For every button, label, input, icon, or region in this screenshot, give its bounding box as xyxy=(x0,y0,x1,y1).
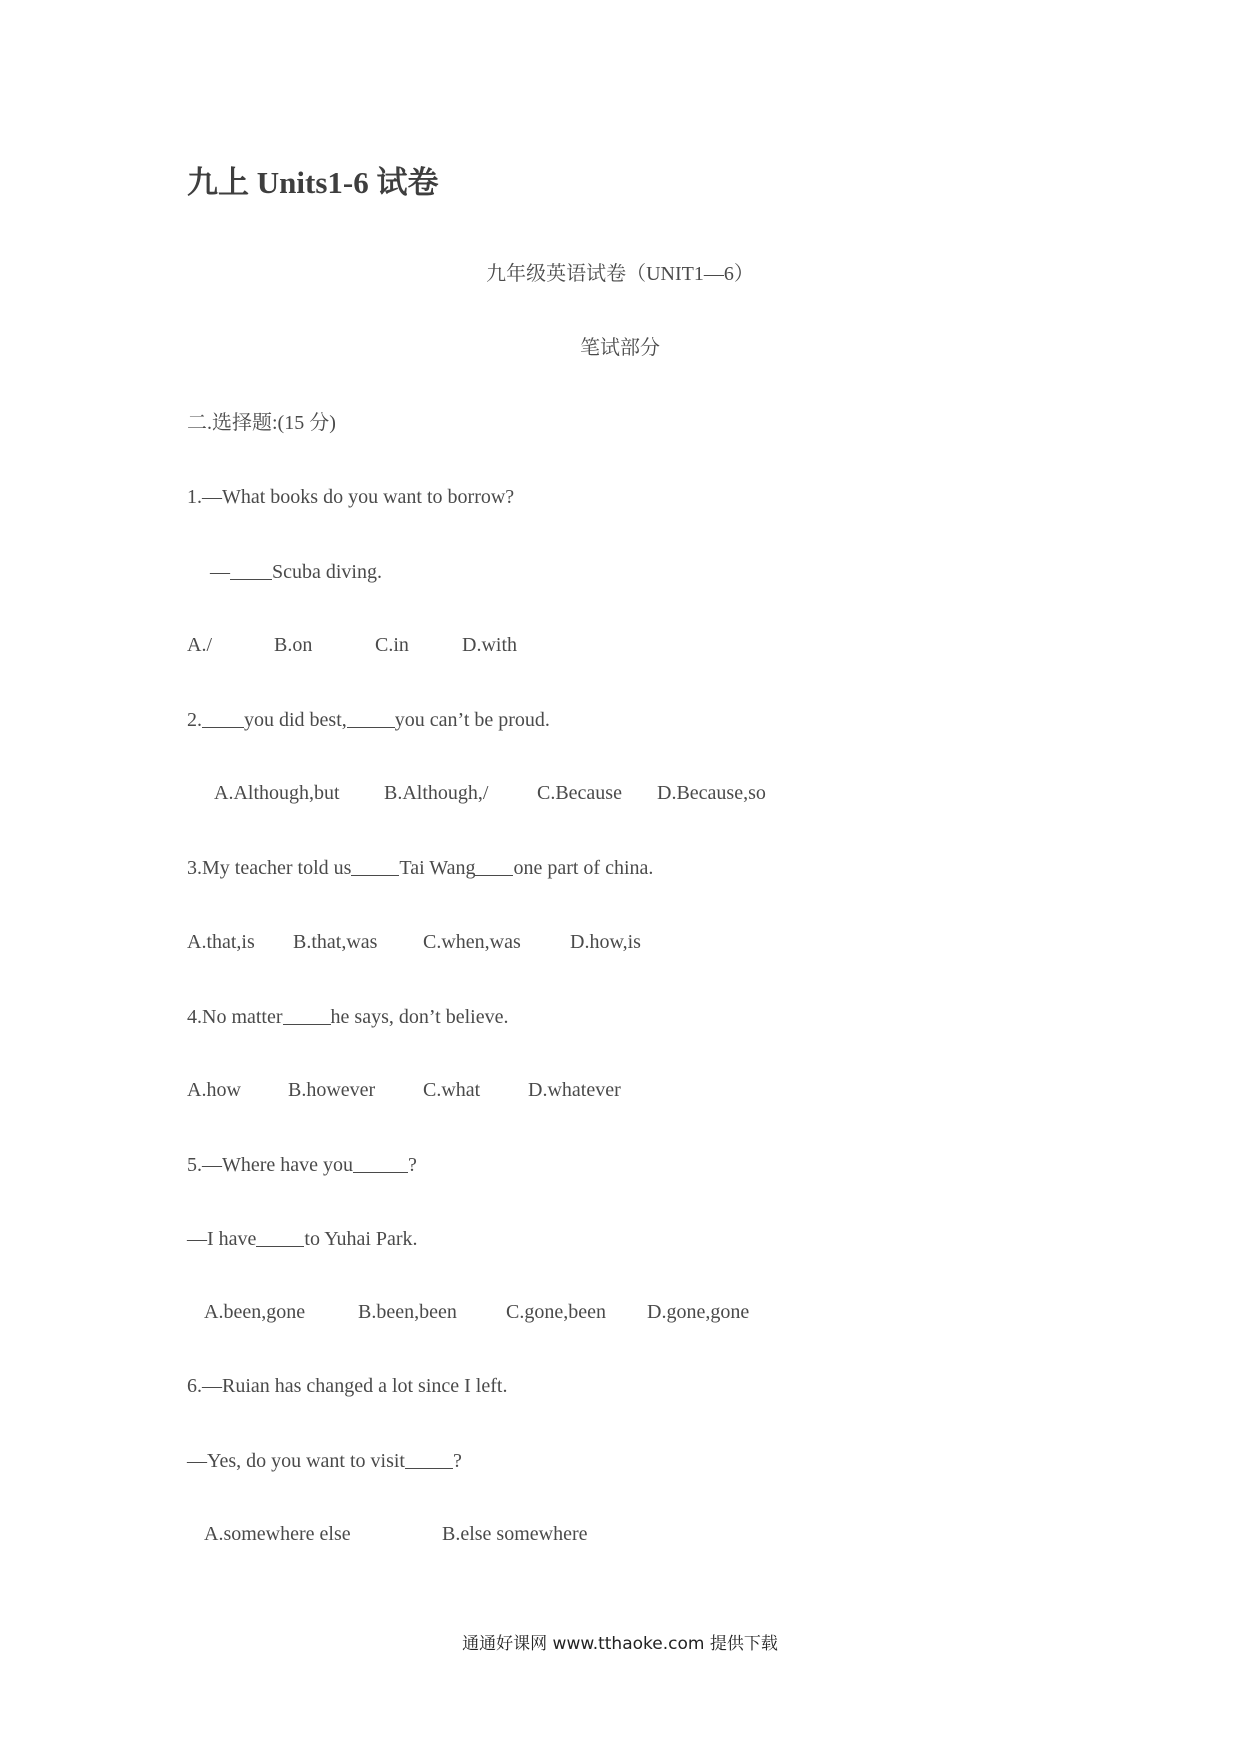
answer-blank xyxy=(230,561,272,580)
question-4-prompt xyxy=(187,1004,508,1029)
question-3-prompt xyxy=(187,855,653,880)
exam-title: 九上 Units1-6 试卷 xyxy=(187,165,439,200)
answer-blank xyxy=(283,1006,331,1025)
answer-text: —Yes, do you want to visit xyxy=(187,1450,405,1472)
question-1-prompt: 1.—What books do you want to borrow? xyxy=(187,486,515,508)
prompt-text: 3.My teacher told us xyxy=(187,857,352,879)
option-b: B.been,been xyxy=(358,1301,457,1323)
prompt-text: ? xyxy=(408,1154,417,1176)
option-a: A.Although,but xyxy=(214,782,340,804)
option-b: B.that,was xyxy=(293,931,378,953)
prompt-text: you can’t be proud. xyxy=(394,709,550,731)
answer-blank xyxy=(202,709,244,728)
option-a: A.been,gone xyxy=(204,1301,306,1323)
prompt-text: one part of china. xyxy=(513,857,654,879)
answer-blank xyxy=(256,1228,304,1247)
option-a: A.somewhere else xyxy=(204,1523,351,1545)
answer-text: —I have xyxy=(187,1228,257,1250)
question-5-prompt xyxy=(187,1152,417,1177)
option-d: D.with xyxy=(462,634,517,656)
option-d: D.gone,gone xyxy=(647,1301,750,1323)
prompt-text: 5.—Where have you xyxy=(187,1154,354,1176)
option-a: A.how xyxy=(187,1079,241,1101)
answer-blank xyxy=(347,709,395,728)
question-2-prompt xyxy=(187,707,550,732)
section-heading: 二.选择题:(15 分) xyxy=(187,412,336,434)
option-d: D.Because,so xyxy=(657,782,766,804)
option-b: B.on xyxy=(274,634,313,656)
option-c: C.when,was xyxy=(423,931,521,953)
question-6-prompt: 6.—Ruian has changed a lot since I left. xyxy=(187,1375,508,1397)
answer-blank xyxy=(351,857,399,876)
prompt-text: he says, don’t believe. xyxy=(330,1006,509,1028)
option-a: A./ xyxy=(187,634,212,656)
option-a: A.that,is xyxy=(187,931,255,953)
option-d: D.whatever xyxy=(528,1079,621,1101)
answer-text: ? xyxy=(453,1450,462,1472)
option-b: B.else somewhere xyxy=(442,1523,588,1545)
prompt-text: 4.No matter xyxy=(187,1006,283,1028)
question-number: 2. xyxy=(187,709,202,731)
answer-text: Scuba diving. xyxy=(272,561,382,583)
part-heading: 笔试部分 xyxy=(580,337,660,359)
option-b: B.however xyxy=(288,1079,376,1101)
answer-blank xyxy=(405,1450,453,1469)
question-5-answer xyxy=(187,1226,418,1251)
answer-blank xyxy=(353,1154,408,1173)
question-1-answer xyxy=(210,559,382,584)
option-b: B.Although,/ xyxy=(384,782,489,804)
option-c: C.what xyxy=(423,1079,481,1101)
question-6-answer xyxy=(187,1448,462,1473)
answer-text: to Yuhai Park. xyxy=(304,1228,418,1250)
option-c: C.in xyxy=(375,634,409,656)
option-c: C.gone,been xyxy=(506,1301,606,1323)
answer-dash: — xyxy=(210,561,230,583)
answer-blank xyxy=(475,857,513,876)
page-footer: 通通好课网 www.tthaoke.com 提供下载 xyxy=(462,1634,778,1654)
prompt-text: you did best, xyxy=(244,709,347,731)
exam-subtitle: 九年级英语试卷（UNIT1—6） xyxy=(486,263,754,285)
option-c: C.Because xyxy=(537,782,622,804)
prompt-text: Tai Wang xyxy=(399,857,476,879)
option-d: D.how,is xyxy=(570,931,641,953)
